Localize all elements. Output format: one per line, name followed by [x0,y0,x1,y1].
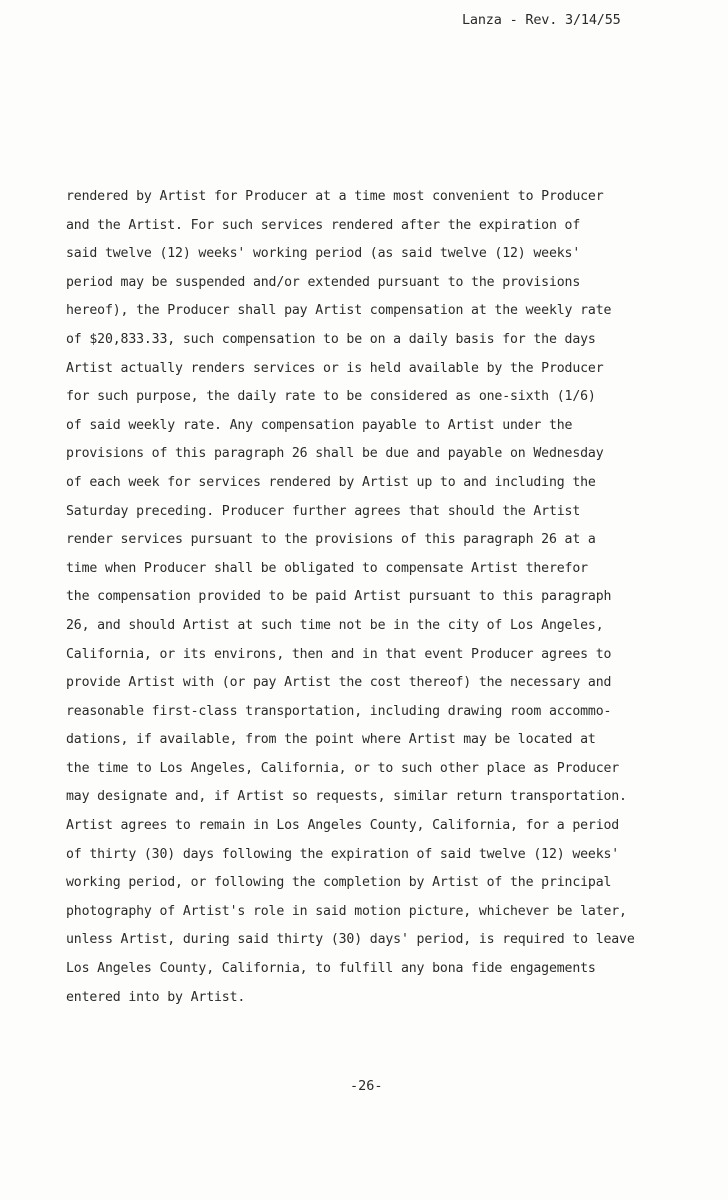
text-line: Artist actually renders services or is held available by the Producer [66,360,604,376]
text-line: unless Artist, during said thirty (30) days' period, is required to leave [66,932,635,948]
text-line: dations, if available, from the point where Artist may be located at [66,732,596,748]
text-line: Saturday preceding. Producer further agrees that should the Artist [66,503,581,519]
text-line: provisions of this paragraph 26 shall be due and payable on Wednesday [66,446,604,462]
text-line: 26, and should Artist at such time not be in the city of Los Angeles, [66,617,604,633]
text-line: of each week for services rendered by Artist up to and including the [66,474,596,490]
text-line: of $20,833.33, such compensation to be on a daily basis for the days [66,331,596,347]
text-line: photography of Artist's role in said motion picture, whichever be later, [66,903,627,919]
text-line: and the Artist. For such services rendered after the expiration of [66,217,581,233]
text-line: working period, or following the completion by Artist of the principal [66,875,612,891]
page-number: -26- [350,1078,383,1094]
text-line: reasonable first-class transportation, including drawing room accommo- [66,703,612,719]
text-line: of said weekly rate. Any compensation payable to Artist under the [66,417,573,433]
text-line: said twelve (12) weeks' working period (as said twelve (12) weeks' [66,246,581,262]
text-line: render services pursuant to the provisions of this paragraph 26 at a [66,532,596,548]
text-line: hereof), the Producer shall pay Artist compensation at the weekly rate [66,303,612,319]
revision-header: Lanza - Rev. 3/14/55 [462,12,621,28]
text-line: Los Angeles County, California, to fulfill any bona fide engagements [66,961,596,977]
text-line: for such purpose, the daily rate to be considered as one-sixth (1/6) [66,389,596,405]
text-line: time when Producer shall be obligated to compensate Artist therefor [66,560,588,576]
text-line: period may be suspended and/or extended pursuant to the provisions [66,274,581,290]
text-line: the time to Los Angeles, California, or to such other place as Producer [66,760,620,776]
text-line: may designate and, if Artist so requests, similar return transportation. [66,789,627,805]
text-line: California, or its environs, then and in that event Producer agrees to [66,646,612,662]
text-line: provide Artist with (or pay Artist the cost thereof) the necessary and [66,675,612,691]
text-line: the compensation provided to be paid Artist pursuant to this paragraph [66,589,612,605]
text-line: entered into by Artist. [66,989,246,1005]
text-line: rendered by Artist for Producer at a time most convenient to Producer [66,189,604,204]
text-line: Artist agrees to remain in Los Angeles County, California, for a period [66,818,620,834]
contract-paragraph [66,183,706,1012]
text-line: of thirty (30) days following the expiration of said twelve (12) weeks' [66,846,620,862]
